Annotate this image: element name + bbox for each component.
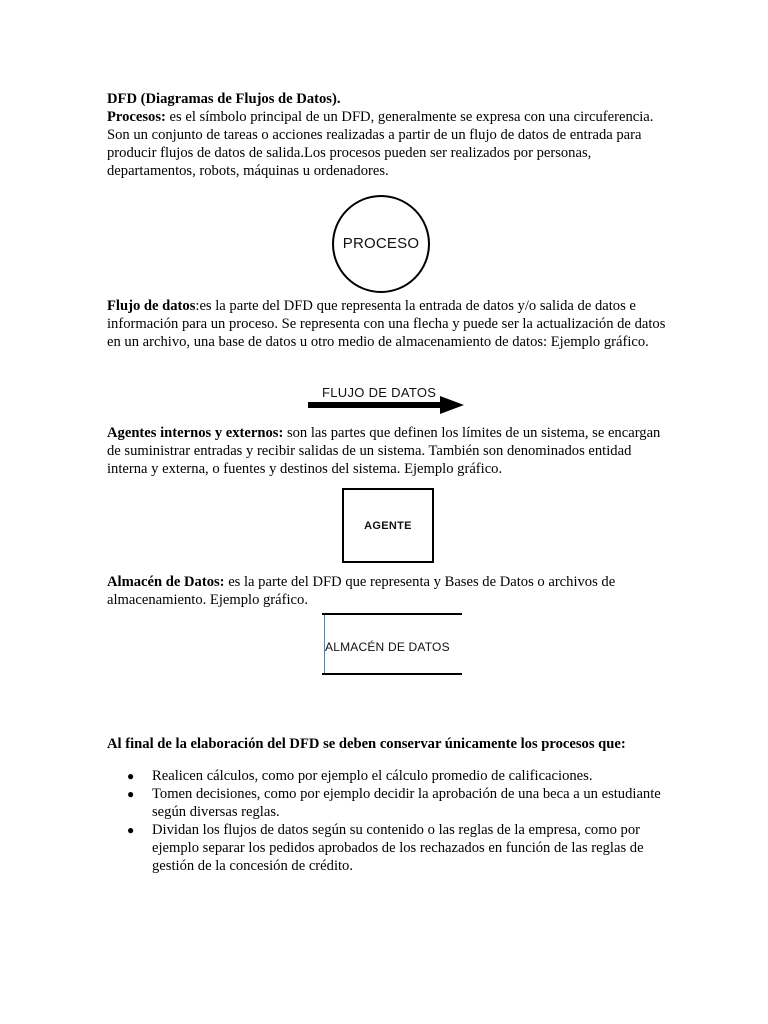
flujo-definition-text: :es la parte del DFD que representa la entrada de datos y/o salida de datos e información para un proceso. Se representa con una flecha y puede ser la actualización de datos en un archivo, una base de datos u otro medio de almacenamiento de datos: Ejemplo gráfico.: [107, 298, 666, 350]
data-store-symbol: [322, 613, 462, 675]
almacen-term: Almacén de Datos:: [107, 574, 225, 590]
data-flow-arrow-icon: [308, 396, 464, 414]
final-section: [107, 735, 667, 753]
final-heading: Al final de la elaboración del DFD se deben conservar únicamente los procesos que:: [107, 736, 626, 752]
agentes-definition: [107, 424, 667, 478]
procesos-paragraph: Son un conjunto de tareas o acciones realizadas a partir de un flujo de datos de entrada para producir flujos de datos de salida.Los procesos pueden ser realizados por personas, departamentos, robots, máquinas u ordenadores.: [107, 127, 642, 179]
list-item: [107, 767, 667, 785]
list-item: [107, 821, 667, 875]
flujo-section: [107, 297, 667, 351]
flujo-definition: [107, 297, 667, 351]
agent-label: AGENTE: [364, 519, 412, 532]
flow-label: FLUJO DE DATOS: [322, 385, 437, 400]
bullet-icon: ●: [127, 769, 135, 783]
agentes-section: [107, 424, 667, 478]
list-item: [107, 785, 667, 821]
process-symbol: [332, 195, 430, 293]
list-item-text: Dividan los flujos de datos según su contenido o las reglas de la empresa, como por ejemplo separar los pedidos aprobados de los rechazados en función de las reglas de gestión de la concesión de crédito.: [152, 822, 644, 874]
almacen-definition: [107, 573, 667, 609]
agent-symbol: [342, 488, 434, 563]
procesos-definition: [107, 108, 667, 126]
agentes-definition-text: son las partes que definen los límites de un sistema, se encargan de suministrar entradas y recibir salidas de un sistema. También son denominados entidad interna y externa, o fuentes y destinos del sistema. Ejemplo gráfico.: [107, 425, 661, 477]
bullet-icon: ●: [127, 787, 135, 801]
process-label: PROCESO: [342, 235, 420, 252]
list-item-text: Realicen cálculos, como por ejemplo el cálculo promedio de calificaciones.: [152, 768, 593, 784]
almacen-section: [107, 573, 667, 609]
flujo-term: Flujo de datos: [107, 298, 196, 314]
procesos-section: [107, 90, 667, 180]
bullet-icon: ●: [127, 823, 135, 837]
data-store-label: ALMACÉN DE DATOS: [325, 640, 450, 654]
procesos-term: Procesos:: [107, 109, 166, 125]
almacen-definition-text: es la parte del DFD que representa y Bases de Datos o archivos de almacenamiento. Ejemplo gráfico.: [107, 574, 616, 608]
procesos-definition-text: es el símbolo principal de un DFD, generalmente se expresa con una circuferencia.: [165, 109, 654, 125]
document-title: DFD (Diagramas de Flujos de Datos).: [107, 91, 341, 107]
list-item-text: Tomen decisiones, como por ejemplo decidir la aprobación de una beca a un estudiante según diversas reglas.: [152, 786, 661, 820]
final-bullet-list: [107, 767, 667, 875]
agentes-term: Agentes internos y externos:: [107, 425, 284, 441]
